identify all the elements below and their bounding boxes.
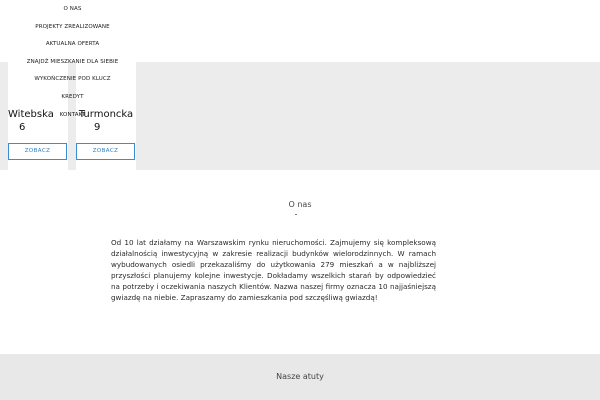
card-number: 9: [94, 122, 101, 133]
about-section-title: O nas: [288, 200, 312, 209]
about-paragraph: Od 10 lat działamy na Warszawskim rynku nieruchomości. Zajmujemy się kompleksową działalnością inwestycyjną w zakresie realizacji budynków wielorodzinnych. W ramach wybudowanych osiedli przekazaliśmy do użytkowania 279 mieszkań a w najbliższej przyszłości planujemy kolejne inwestycje. Dokładamy wszelkich starań by odpowiedzieć na potrzeby i oczekiwania naszych Klientów. Nazwa naszej firmy oznacza 10 najjaśniejszą gwiazdę na niebie. Zapraszamy do zamieszkania pod szczęśliwą gwiazdą!: [111, 238, 436, 303]
atuty-section-title: Nasze atuty: [276, 372, 324, 381]
nav-item-znajdz-mieszkanie[interactable]: ZNAJDŹ MIESZKANIE DLA SIEBIE: [26, 59, 119, 65]
card-name: Witebska: [8, 109, 54, 120]
zobacz-button-witebska[interactable]: ZOBACZ: [8, 143, 67, 160]
zobacz-button-turmoncka[interactable]: ZOBACZ: [76, 143, 135, 160]
card-number: 6: [19, 122, 26, 133]
nav-item-o-nas[interactable]: O NAS: [63, 6, 82, 12]
title-divider-dot: [295, 214, 297, 215]
nav-item-kontakt[interactable]: KONTAKT: [59, 112, 86, 118]
card-name: Turmoncka: [78, 109, 134, 120]
nav-item-wykonczenie-pod-klucz[interactable]: WYKOŃCZENIE POD KLUCZ: [34, 76, 111, 82]
nav-item-projekty-zrealizowane[interactable]: PROJEKTY ZREALIZOWANE: [35, 24, 110, 30]
nav-item-kredyt[interactable]: KREDYT: [61, 94, 84, 100]
nav-item-aktualna-oferta[interactable]: AKTUALNA OFERTA: [45, 41, 100, 47]
